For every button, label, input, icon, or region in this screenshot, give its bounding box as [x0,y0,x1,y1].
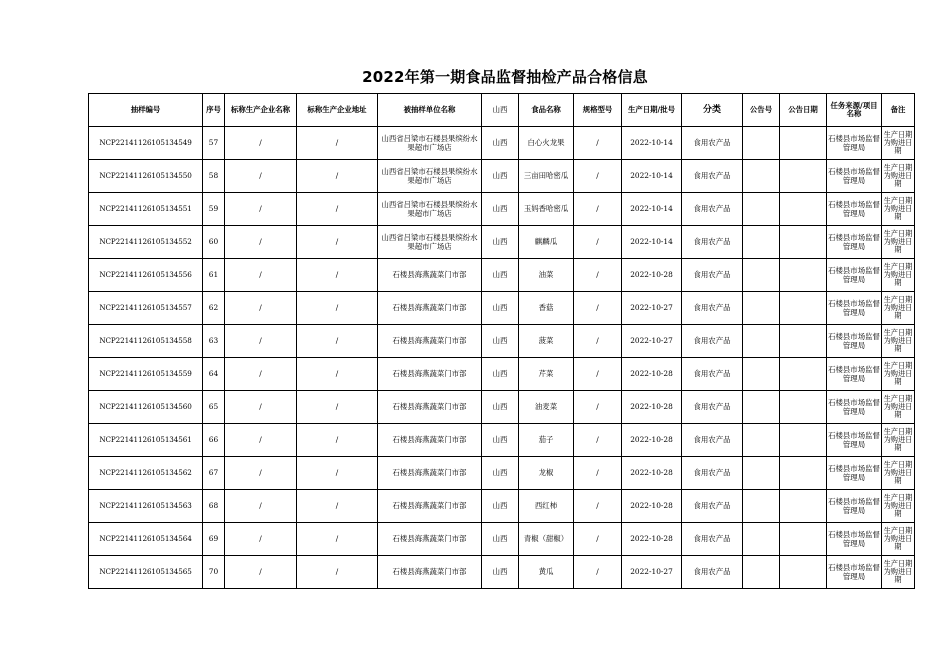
cell-date: 2022-10-28 [622,490,682,523]
cell-date: 2022-10-28 [622,358,682,391]
cell-food: 菠菜 [519,325,574,358]
cell-date: 2022-10-14 [622,160,682,193]
cell-remark: 生产日期为购进日期 [882,325,915,358]
cell-category: 食用农产品 [682,556,743,589]
cell-code: NCP22141126105134562 [89,457,203,490]
cell-notice-date [780,490,827,523]
cell-notice-no [743,193,780,226]
cell-producer: / [225,325,297,358]
cell-seq: 59 [203,193,225,226]
cell-notice-no [743,457,780,490]
cell-producer: / [225,358,297,391]
cell-category: 食用农产品 [682,523,743,556]
cell-address: / [297,226,378,259]
cell-notice-no [743,292,780,325]
header-producer: 标称生产企业名称 [225,94,297,127]
cell-province: 山西 [482,556,519,589]
cell-remark: 生产日期为购进日期 [882,193,915,226]
cell-remark: 生产日期为购进日期 [882,160,915,193]
cell-producer: / [225,127,297,160]
cell-date: 2022-10-28 [622,259,682,292]
cell-seq: 57 [203,127,225,160]
cell-unit: 石楼县海燕蔬菜门市部 [378,358,482,391]
table-row [89,556,915,589]
cell-producer: / [225,490,297,523]
cell-notice-date [780,358,827,391]
cell-province: 山西 [482,424,519,457]
cell-remark: 生产日期为购进日期 [882,523,915,556]
cell-notice-date [780,424,827,457]
cell-category: 食用农产品 [682,160,743,193]
cell-producer: / [225,457,297,490]
cell-seq: 68 [203,490,225,523]
cell-producer: / [225,424,297,457]
cell-notice-no [743,160,780,193]
cell-province: 山西 [482,457,519,490]
cell-food: 茄子 [519,424,574,457]
cell-remark: 生产日期为购进日期 [882,127,915,160]
cell-unit: 石楼县海燕蔬菜门市部 [378,424,482,457]
table-row [89,457,915,490]
cell-notice-no [743,127,780,160]
cell-food: 龙椒 [519,457,574,490]
table-row [89,160,915,193]
header-remark: 备注 [882,94,915,127]
cell-unit: 石楼县海燕蔬菜门市部 [378,259,482,292]
cell-province: 山西 [482,358,519,391]
cell-producer: / [225,391,297,424]
cell-food: 白心火龙果 [519,127,574,160]
cell-unit: 石楼县海燕蔬菜门市部 [378,292,482,325]
header-notice-no: 公告号 [743,94,780,127]
cell-remark: 生产日期为购进日期 [882,259,915,292]
cell-address: / [297,523,378,556]
cell-address: / [297,160,378,193]
cell-unit: 石楼县海燕蔬菜门市部 [378,325,482,358]
cell-address: / [297,259,378,292]
cell-code: NCP22141126105134552 [89,226,203,259]
header-source: 任务来源/项目名称 [827,94,882,127]
cell-source: 石楼县市场监督管理局 [827,160,882,193]
cell-date: 2022-10-28 [622,457,682,490]
cell-code: NCP22141126105134550 [89,160,203,193]
cell-category: 食用农产品 [682,457,743,490]
table-row [89,259,915,292]
header-seq: 序号 [203,94,225,127]
cell-source: 石楼县市场监督管理局 [827,259,882,292]
cell-category: 食用农产品 [682,391,743,424]
cell-address: / [297,424,378,457]
header-code: 抽样编号 [89,94,203,127]
cell-notice-date [780,127,827,160]
cell-address: / [297,292,378,325]
cell-remark: 生产日期为购进日期 [882,556,915,589]
cell-seq: 67 [203,457,225,490]
cell-food: 油麦菜 [519,391,574,424]
cell-unit: 石楼县海燕蔬菜门市部 [378,457,482,490]
cell-seq: 58 [203,160,225,193]
cell-food: 西红柿 [519,490,574,523]
cell-remark: 生产日期为购进日期 [882,391,915,424]
cell-date: 2022-10-27 [622,556,682,589]
cell-remark: 生产日期为购进日期 [882,457,915,490]
cell-category: 食用农产品 [682,424,743,457]
cell-notice-date [780,226,827,259]
cell-address: / [297,391,378,424]
cell-province: 山西 [482,127,519,160]
cell-notice-no [743,391,780,424]
cell-producer: / [225,226,297,259]
cell-unit: 石楼县海燕蔬菜门市部 [378,556,482,589]
cell-remark: 生产日期为购进日期 [882,424,915,457]
cell-remark: 生产日期为购进日期 [882,358,915,391]
cell-code: NCP22141126105134557 [89,292,203,325]
cell-code: NCP22141126105134564 [89,523,203,556]
cell-seq: 61 [203,259,225,292]
cell-spec: / [574,424,622,457]
cell-notice-date [780,523,827,556]
cell-seq: 66 [203,424,225,457]
cell-category: 食用农产品 [682,490,743,523]
cell-date: 2022-10-28 [622,424,682,457]
cell-province: 山西 [482,325,519,358]
cell-spec: / [574,391,622,424]
cell-unit: 山西省吕梁市石楼县果缤纷水果超市广场店 [378,226,482,259]
cell-unit: 山西省吕梁市石楼县果缤纷水果超市广场店 [378,160,482,193]
table-row [89,325,915,358]
cell-spec: / [574,523,622,556]
cell-notice-no [743,259,780,292]
cell-source: 石楼县市场监督管理局 [827,358,882,391]
table-row [89,127,915,160]
cell-food: 麒麟瓜 [519,226,574,259]
cell-address: / [297,556,378,589]
cell-source: 石楼县市场监督管理局 [827,292,882,325]
cell-source: 石楼县市场监督管理局 [827,325,882,358]
cell-unit: 石楼县海燕蔬菜门市部 [378,523,482,556]
table-row [89,358,915,391]
cell-spec: / [574,556,622,589]
table-row [89,226,915,259]
cell-spec: / [574,193,622,226]
cell-notice-date [780,259,827,292]
table-row [89,523,915,556]
cell-producer: / [225,292,297,325]
cell-date: 2022-10-27 [622,292,682,325]
cell-code: NCP22141126105134556 [89,259,203,292]
cell-date: 2022-10-27 [622,325,682,358]
cell-unit: 山西省吕梁市石楼县果缤纷水果超市广场店 [378,193,482,226]
cell-province: 山西 [482,160,519,193]
cell-address: / [297,193,378,226]
cell-producer: / [225,259,297,292]
cell-code: NCP22141126105134549 [89,127,203,160]
table-row [89,490,915,523]
cell-notice-date [780,457,827,490]
cell-category: 食用农产品 [682,127,743,160]
cell-notice-date [780,325,827,358]
cell-source: 石楼县市场监督管理局 [827,226,882,259]
cell-unit: 石楼县海燕蔬菜门市部 [378,391,482,424]
cell-code: NCP22141126105134561 [89,424,203,457]
cell-source: 石楼县市场监督管理局 [827,490,882,523]
cell-unit: 山西省吕梁市石楼县果缤纷水果超市广场店 [378,127,482,160]
cell-source: 石楼县市场监督管理局 [827,391,882,424]
cell-spec: / [574,457,622,490]
cell-remark: 生产日期为购进日期 [882,490,915,523]
cell-notice-no [743,490,780,523]
header-notice-date: 公告日期 [780,94,827,127]
cell-address: / [297,127,378,160]
cell-province: 山西 [482,292,519,325]
cell-spec: / [574,226,622,259]
cell-food: 油菜 [519,259,574,292]
cell-notice-date [780,391,827,424]
cell-notice-no [743,424,780,457]
header-address: 标称生产企业地址 [297,94,378,127]
cell-food: 芹菜 [519,358,574,391]
cell-producer: / [225,193,297,226]
cell-seq: 62 [203,292,225,325]
header-category: 分类 [682,94,743,127]
header-unit: 被抽样单位名称 [378,94,482,127]
cell-seq: 60 [203,226,225,259]
inspection-table [88,93,915,589]
cell-notice-no [743,523,780,556]
cell-province: 山西 [482,523,519,556]
cell-notice-date [780,556,827,589]
header-province: 山西 [482,94,519,127]
cell-spec: / [574,490,622,523]
cell-seq: 63 [203,325,225,358]
cell-source: 石楼县市场监督管理局 [827,127,882,160]
cell-seq: 64 [203,358,225,391]
cell-notice-date [780,193,827,226]
cell-spec: / [574,160,622,193]
cell-producer: / [225,160,297,193]
cell-province: 山西 [482,259,519,292]
cell-date: 2022-10-14 [622,226,682,259]
cell-category: 食用农产品 [682,325,743,358]
cell-code: NCP22141126105134551 [89,193,203,226]
cell-province: 山西 [482,490,519,523]
cell-address: / [297,490,378,523]
cell-source: 石楼县市场监督管理局 [827,457,882,490]
cell-food: 青椒（甜椒） [519,523,574,556]
cell-food: 黄瓜 [519,556,574,589]
cell-notice-date [780,292,827,325]
cell-category: 食用农产品 [682,259,743,292]
cell-code: NCP22141126105134565 [89,556,203,589]
cell-province: 山西 [482,391,519,424]
cell-source: 石楼县市场监督管理局 [827,523,882,556]
cell-spec: / [574,358,622,391]
cell-seq: 69 [203,523,225,556]
header-spec: 规格型号 [574,94,622,127]
cell-producer: / [225,556,297,589]
cell-code: NCP22141126105134563 [89,490,203,523]
cell-address: / [297,325,378,358]
table-row [89,193,915,226]
cell-food: 香菇 [519,292,574,325]
cell-seq: 65 [203,391,225,424]
cell-source: 石楼县市场监督管理局 [827,556,882,589]
cell-seq: 70 [203,556,225,589]
header-date: 生产日期/批号 [622,94,682,127]
cell-province: 山西 [482,226,519,259]
cell-notice-no [743,226,780,259]
cell-food: 三亩田哈密瓜 [519,160,574,193]
page-title: 2022年第一期食品监督抽检产品合格信息 [362,68,648,86]
cell-date: 2022-10-28 [622,523,682,556]
cell-address: / [297,457,378,490]
cell-spec: / [574,325,622,358]
table-row [89,292,915,325]
header-row [89,94,915,127]
cell-spec: / [574,127,622,160]
cell-category: 食用农产品 [682,292,743,325]
cell-category: 食用农产品 [682,358,743,391]
table-row [89,391,915,424]
cell-category: 食用农产品 [682,193,743,226]
header-food: 食品名称 [519,94,574,127]
cell-category: 食用农产品 [682,226,743,259]
cell-code: NCP22141126105134558 [89,325,203,358]
cell-notice-no [743,358,780,391]
cell-notice-date [780,160,827,193]
cell-source: 石楼县市场监督管理局 [827,424,882,457]
cell-remark: 生产日期为购进日期 [882,292,915,325]
cell-notice-no [743,556,780,589]
cell-date: 2022-10-14 [622,193,682,226]
cell-address: / [297,358,378,391]
cell-food: 玉妈香哈密瓜 [519,193,574,226]
cell-code: NCP22141126105134559 [89,358,203,391]
cell-date: 2022-10-14 [622,127,682,160]
table-row [89,424,915,457]
cell-producer: / [225,523,297,556]
cell-notice-no [743,325,780,358]
cell-spec: / [574,259,622,292]
cell-date: 2022-10-28 [622,391,682,424]
cell-code: NCP22141126105134560 [89,391,203,424]
cell-remark: 生产日期为购进日期 [882,226,915,259]
cell-spec: / [574,292,622,325]
cell-source: 石楼县市场监督管理局 [827,193,882,226]
cell-province: 山西 [482,193,519,226]
cell-unit: 石楼县海燕蔬菜门市部 [378,490,482,523]
